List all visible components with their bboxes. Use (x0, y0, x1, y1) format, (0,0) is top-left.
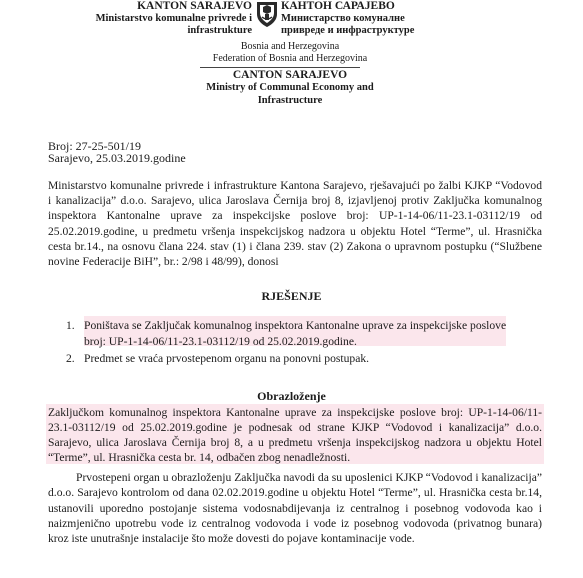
header-ministry-english-line2: Infrastructure (257, 94, 323, 106)
header-federation: Federation of Bosnia and Herzegovina (212, 53, 368, 64)
reasoning-paragraph-2: Prvostepeni organ u obrazloženju Zaključka navodi da su uposlenici KJKP “Vodovod i kanalizacija” d.o.o. Sarajevo kontrolom od dana 02.02.2019.godine u objektu Hotel “Terme”, ul. Hrasnička cesta br.14, ustanovili uporedno postojanje sistema vodosnabdijevanja iz centralnog i posebnog vodovoda kao i naizmjenično upotrebu vode iz centralnog vodovoda i vode iz posebnog vodovoda (privatnog bunara) kroz iste unutrašnje instalacije što može dovesti do pojave kontaminacije vode. (48, 471, 542, 546)
coat-of-arms-icon (253, 0, 281, 28)
header-ministry-cyrillic-line1: Министарство комуналне (281, 12, 405, 24)
reasoning-heading: Obrazloženje (257, 389, 326, 403)
header-canton-english: CANTON SARAJEVO (232, 69, 348, 81)
intro-paragraph: Ministarstvo komunalne privrede i infrastrukture Kantona Sarajevo, rješavajući po žalbi KJKP “Vodovod i kanalizacija” d.o.o. Sarajevo, ulica Jaroslava Černija broj 8, izjavljenoj protiv Zaključka komunalnog inspektora Kantonalne uprave za inspekcijske poslove broj: UP-1-14-06/11-23.1-03112/19 od 25.02.2019.godine, u predmetu vršenja inspekcijskog nadzora u objektu Hotel “Terme”, ul. Hrasnička cesta br.14., na osnovu člana 224. stav (1) i člana 239. stav (2) Zakona o upravnom postupku (“Službene novine Federacije BiH”, br.: 2/98 i 48/99), donosi (48, 179, 542, 269)
decision-heading: RJEŠENJE (261, 289, 322, 303)
header-canton-cyrillic: КАНТОН САРАЈЕВО (281, 0, 395, 12)
header-country: Bosnia and Herzegovina (240, 41, 340, 52)
header-ministry-latin-line1: Ministarstvo komunalne privrede i (95, 12, 252, 24)
header-divider (200, 67, 360, 68)
header-ministry-english (170, 82, 410, 107)
decision-item-text: Poništava se Zaključak komunalnog inspektora Kantonalne uprave za inspekcijske poslove broj: UP-1-14-06/11-23.1-03112/19 od 25.02.2019.godine. (84, 319, 507, 348)
header-left-block (86, 0, 252, 38)
header-ministry-latin-line2: infrastrukture (187, 25, 252, 36)
document-date: Sarajevo, 25.03.2019.godine (48, 151, 186, 165)
document-number: Broj: 27-25-501/19 (48, 139, 141, 153)
decision-item-text: Predmet se vraća prvostepenom organu na ponovni postupak. (84, 352, 370, 365)
header-canton-latin: KANTON SARAJEVO (137, 0, 252, 12)
header-ministry-english-line1: Ministry of Communal Economy and (206, 82, 374, 93)
header-right-block (281, 0, 461, 38)
header-ministry-cyrillic-line2: привреде и инфраструктуре (281, 25, 415, 36)
decision-item-number: 2. (66, 352, 75, 365)
reasoning-paragraph-1: Zaključkom komunalnog inspektora Kantonalne uprave za inspekcijske poslove broj: UP-1-14-06/11-23.1-03112/19 od 25.02.2019.godine je podnesak od strane KJKP “Vodovod i kanalizacija” d.o.o. Sarajevo, ulica Jaroslava Černija broj 8, a u predmetu vršenja inspekcijskog nadzora u objektu Hotel “Terme”, ul. Hrasnička cesta br. 14, odbačen zbog nenadležnosti. (48, 406, 542, 464)
header-country-block (170, 41, 410, 65)
decision-item-number: 1. (66, 319, 75, 332)
